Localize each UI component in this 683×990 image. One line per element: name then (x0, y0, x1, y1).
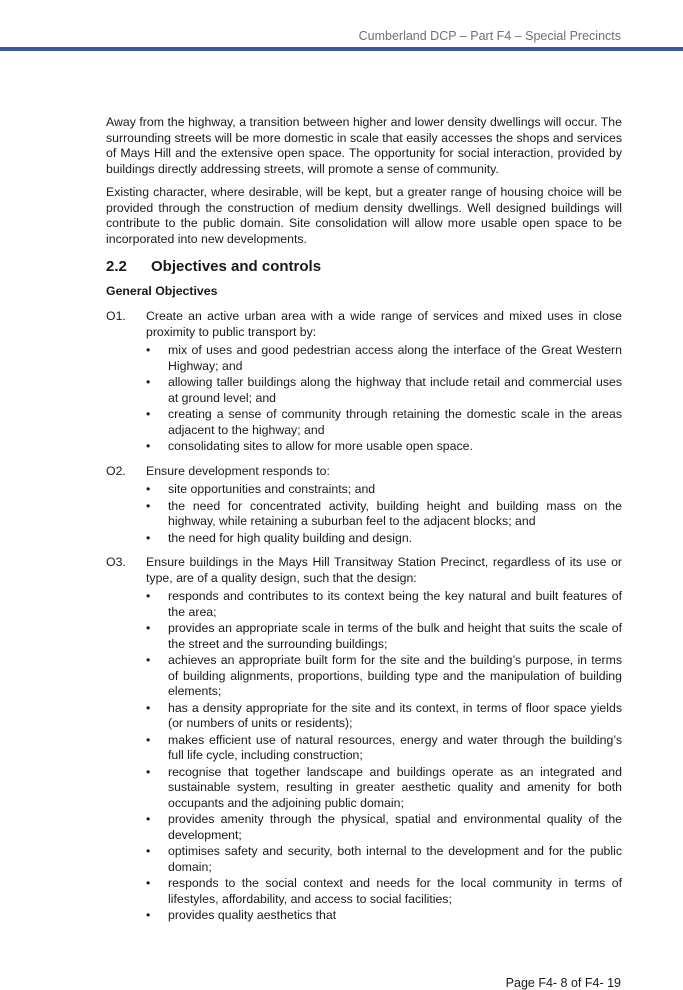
objective-bullets (146, 589, 622, 924)
bullet-text: achieves an appropriate built form for the site and the building’s purpose, in terms of building alignments, proportions, building type and the manipulation of building elements; (168, 653, 622, 698)
objective-bullets (146, 343, 622, 455)
bullet-item (146, 653, 622, 700)
objective-number: O2. (106, 463, 126, 478)
bullet-icon: • (146, 482, 151, 496)
objective-number: O3. (106, 555, 126, 569)
bullet-item (146, 343, 622, 374)
subheading-general-objectives: General Objectives (106, 284, 218, 298)
bullet-icon: • (146, 844, 151, 858)
bullet-item (146, 812, 622, 843)
bullet-icon: • (146, 375, 151, 389)
bullet-icon: • (146, 732, 151, 747)
bullet-text: creating a sense of community through retaining the domestic scale in the areas adjacent to the highway; and (168, 407, 622, 437)
bullet-text: has a density appropriate for the site and its context, in terms of floor space yields (or numbers of units or residents); (168, 700, 622, 730)
bullet-text: provides quality aesthetics that (168, 908, 337, 922)
document-body (106, 115, 622, 933)
bullet-text: makes efficient use of natural resources, energy and water through the building’s full life cycle, including construction; (168, 732, 622, 762)
header-title: Cumberland DCP – Part F4 – Special Precincts (358, 29, 621, 43)
bullet-icon: • (146, 700, 151, 715)
bullet-item (146, 499, 622, 530)
bullet-item (146, 407, 622, 438)
bullet-icon: • (146, 764, 151, 779)
objective (106, 464, 622, 547)
bullet-icon: • (146, 589, 151, 603)
bullet-item (146, 908, 622, 924)
bullet-item (146, 531, 622, 547)
objective-number: O1. (106, 309, 126, 323)
bullet-item (146, 844, 622, 875)
bullet-icon: • (146, 908, 151, 922)
objective-bullets (146, 482, 622, 546)
bullet-text: responds and contributes to its context being the key natural and built features of the area; (168, 589, 622, 619)
bullet-text: responds to the social context and needs for the local community in terms of lifestyles, affordability, and access to social facilities; (168, 876, 622, 906)
bullet-icon: • (146, 407, 151, 421)
bullet-item (146, 733, 622, 764)
bullet-text: mix of uses and good pedestrian access along the interface of the Great Western Highway; and (168, 343, 622, 373)
bullet-text: the need for high quality building and design. (168, 530, 413, 545)
bullet-icon: • (146, 876, 151, 890)
intro-paragraph-2: Existing character, where desirable, will be kept, but a greater range of housing choice will be provided through the construction of medium density dwellings. Well designed buildings will contribute to the public domain. Site consolidation will allow more usable open space to be incorporated into new developments. (106, 185, 622, 246)
bullet-icon: • (146, 621, 151, 635)
bullet-item (146, 375, 622, 406)
bullet-text: the need for concentrated activity, building height and building mass on the highway, while retaining a suburban feel to the adjacent blocks; and (168, 498, 622, 528)
bullet-text: recognise that together landscape and buildings operate as an integrated and sustainable system, resulting in greater aesthetic quality and amenity for both occupants and the adjoining public domain; (168, 764, 622, 810)
bullet-icon: • (146, 343, 151, 357)
section-heading (106, 258, 622, 276)
bullet-item (146, 482, 622, 498)
bullet-text: consolidating sites to allow for more usable open space. (168, 439, 473, 453)
bullet-text: site opportunities and constraints; and (168, 482, 376, 496)
bullet-item (146, 439, 622, 455)
page-header (0, 0, 683, 52)
intro-paragraph-1: Away from the highway, a transition between higher and lower density dwellings will occur. The surrounding streets will be more domestic in scale that easily accesses the shops and services of Mays Hill and the extensive open space. The opportunity for social interaction, provided by buildings directly addressing streets, will promote a sense of community. (106, 115, 622, 176)
objective (106, 555, 622, 924)
objective (106, 309, 622, 455)
bullet-item (146, 765, 622, 812)
bullet-text: provides an appropriate scale in terms of the bulk and height that suits the scale of the street and the surrounding buildings; (168, 621, 622, 651)
objective-text: Create an active urban area with a wide range of services and mixed uses in close proximity to public transport by: (146, 309, 622, 339)
bullet-text: provides amenity through the physical, spatial and environmental quality of the development; (168, 812, 622, 842)
objective-text: Ensure development responds to: (146, 463, 330, 478)
bullet-item (146, 621, 622, 652)
bullet-item (146, 589, 622, 620)
bullet-icon: • (146, 498, 151, 513)
bullet-text: optimises safety and security, both internal to the development and for the public domain; (168, 844, 622, 874)
bullet-icon: • (146, 530, 151, 545)
header-rule (0, 47, 683, 51)
objectives-list (106, 309, 622, 924)
bullet-icon: • (146, 812, 151, 826)
section-number: 2.2 (106, 258, 127, 275)
objective-text: Ensure buildings in the Mays Hill Transitway Station Precinct, regardless of its use or type, are of a quality design, such that the design: (146, 555, 622, 585)
section-title: Objectives and controls (151, 258, 322, 275)
bullet-text: allowing taller buildings along the highway that include retail and commercial uses at ground level; and (168, 375, 622, 405)
page-number: Page F4- 8 of F4- 19 (505, 976, 621, 990)
bullet-item (146, 701, 622, 732)
bullet-item (146, 876, 622, 907)
bullet-icon: • (146, 653, 151, 667)
bullet-icon: • (146, 439, 151, 453)
